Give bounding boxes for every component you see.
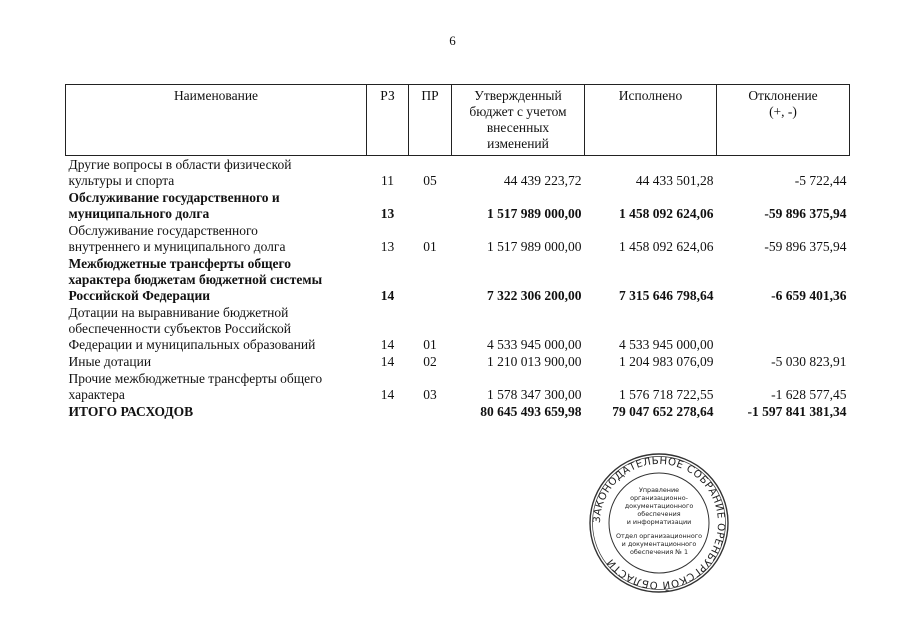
seal-inner-line: обеспечения № 1 (629, 548, 689, 556)
budget-execution-table (65, 84, 850, 420)
table-row (66, 304, 850, 353)
header-planned: Утвержденный бюджет с учетом внесенных изменений (452, 85, 585, 156)
row-rz: 14 (380, 387, 395, 402)
row-executed: 79 047 652 278,64 (612, 404, 714, 419)
seal-inner-line: организационно- (630, 494, 688, 502)
row-rz: 11 (381, 173, 394, 188)
row-pr (409, 403, 452, 420)
row-executed: 1 576 718 722,55 (619, 387, 714, 402)
seal-graphic (588, 452, 730, 594)
total-row (66, 403, 850, 420)
row-deviation: -59 896 375,94 (764, 206, 847, 221)
seal-inner-line: обеспечения (637, 510, 681, 518)
header-name: Наименование (66, 85, 367, 156)
seal-inner-line: Управление (638, 486, 680, 494)
row-pr: 03 (423, 387, 437, 402)
seal-inner-text (616, 486, 702, 556)
row-executed: 7 315 646 798,64 (619, 288, 714, 303)
row-deviation: -6 659 401,36 (771, 288, 847, 303)
row-rz: 13 (380, 206, 395, 221)
row-rz (367, 403, 409, 420)
row-name: Обслуживание государственного и муниципального долга (68, 190, 280, 221)
header-rz: РЗ (367, 85, 409, 156)
row-name: Межбюджетные трансферты общего характера бюджетам бюджетной системы Российской Федерации (68, 256, 323, 303)
row-name: Другие вопросы в области физической культуры и спорта (68, 157, 292, 188)
row-pr (409, 189, 452, 222)
row-name: Иные дотации (68, 354, 152, 369)
row-planned: 1 517 989 000,00 (487, 206, 582, 221)
seal-inner-line: и информатизации (626, 518, 692, 526)
row-planned: 44 439 223,72 (503, 173, 582, 188)
row-rz: 14 (380, 354, 395, 369)
row-deviation: -1 597 841 381,34 (747, 404, 847, 419)
header-deviation: Отклонение (+, -) (717, 85, 850, 156)
row-pr (409, 255, 452, 304)
row-name: Прочие межбюджетные трансферты общего характера (68, 371, 323, 402)
row-name: Обслуживание государственного внутреннего и муниципального долга (68, 223, 286, 254)
row-rz: 13 (380, 239, 395, 254)
row-executed: 1 458 092 624,06 (619, 239, 714, 254)
row-deviation: -5 722,44 (794, 173, 847, 188)
row-executed: 4 533 945 000,00 (619, 337, 714, 352)
table-row (66, 370, 850, 403)
table-row (66, 255, 850, 304)
seal-inner-line: документационного (624, 502, 694, 510)
table-row (66, 222, 850, 255)
row-deviation: -59 896 375,94 (764, 239, 847, 254)
seal-outer-text: ЗАКОНОДАТЕЛЬНОЕ СОБРАНИЕ ОРЕНБУРГСКОЙ ОБЛАСТИ (591, 455, 727, 591)
row-planned: 80 645 493 659,98 (480, 404, 582, 419)
page-number: 6 (449, 33, 456, 48)
official-seal (588, 452, 730, 594)
row-executed: 1 204 983 076,09 (619, 354, 714, 369)
row-executed: 1 458 092 624,06 (619, 206, 714, 221)
row-rz: 14 (380, 288, 395, 303)
row-deviation: -1 628 577,45 (771, 387, 847, 402)
table-row (66, 189, 850, 222)
table-row (66, 353, 850, 370)
row-deviation (717, 304, 850, 353)
row-planned: 7 322 306 200,00 (487, 288, 582, 303)
header-pr: ПР (409, 85, 452, 156)
row-pr: 02 (423, 354, 437, 369)
row-pr: 05 (423, 173, 437, 188)
row-executed: 44 433 501,28 (635, 173, 714, 188)
row-planned: 1 578 347 300,00 (487, 387, 582, 402)
table-row (66, 156, 850, 190)
table-header-row (66, 85, 850, 156)
row-planned: 1 210 013 900,00 (487, 354, 582, 369)
row-rz: 14 (380, 337, 395, 352)
seal-inner-line: Отдел организационного (615, 532, 703, 540)
row-pr: 01 (423, 239, 437, 254)
row-name: Дотации на выравнивание бюджетной обеспеченности субъектов Российской Федерации и муниципальных образований (68, 305, 316, 352)
seal-inner-line: и документационного (621, 540, 697, 548)
row-planned: 4 533 945 000,00 (487, 337, 582, 352)
row-deviation: -5 030 823,91 (771, 354, 847, 369)
row-name: ИТОГО РАСХОДОВ (68, 404, 194, 419)
row-pr: 01 (423, 337, 437, 352)
row-planned: 1 517 989 000,00 (487, 239, 582, 254)
header-executed: Исполнено (585, 85, 717, 156)
